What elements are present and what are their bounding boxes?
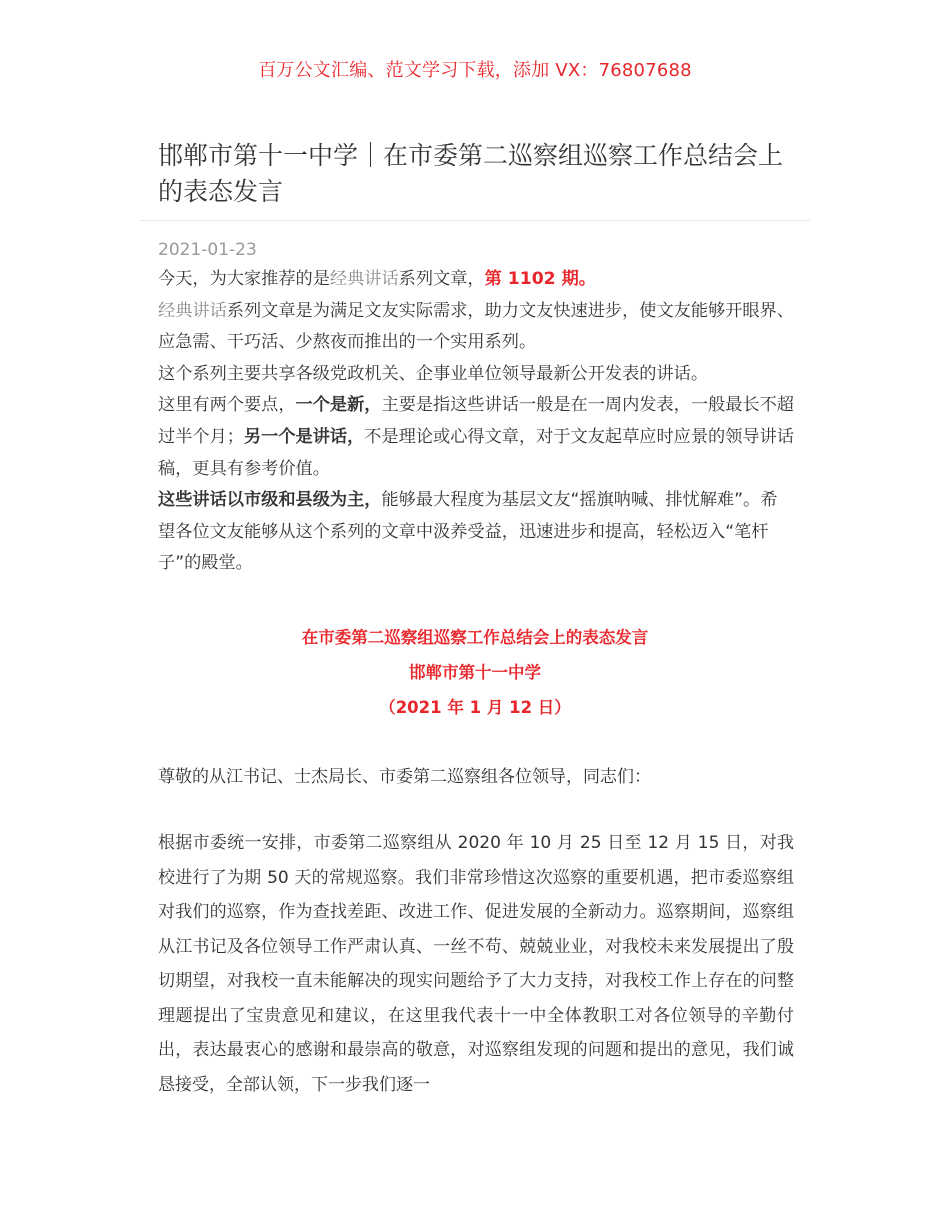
series-name: 经典讲话 xyxy=(329,269,399,289)
intro-section xyxy=(158,264,794,580)
intro-paragraph xyxy=(158,485,794,580)
series-name: 经典讲话 xyxy=(158,300,227,321)
speech-organization: 邯郸市第十一中学 xyxy=(409,663,541,682)
intro-text: 系列文章是为满足文友实际需求，助力文友快速进步，使文友能够开眼界、应急需、干巧活、少熬夜而推出的一个实用系列。 xyxy=(158,300,794,353)
intro-paragraph xyxy=(158,264,794,296)
speech-title: 在市委第二巡察组巡察工作总结会上的表态发言 xyxy=(301,628,649,647)
promo-banner: 百万公文汇编、范文学习下载，添加 VX：76807688 xyxy=(258,60,692,81)
salutation: 尊敬的从江书记、士杰局长、市委第二巡察组各位领导，同志们： xyxy=(158,767,651,787)
article-title: 邯郸市第十一中学｜在市委第二巡察组巡察工作总结会上的表态发言 xyxy=(158,141,784,206)
intro-text: 这里有两个要点， xyxy=(158,395,296,416)
intro-text: 系列文章， xyxy=(398,269,485,289)
speech-date: （2021 年 1 月 12 日） xyxy=(379,698,571,717)
key-point: 这些讲话以市级和县级为主， xyxy=(158,490,382,511)
intro-text: 主要是指这些讲话一般是在一周内发表，一般最长不超过半个月； xyxy=(158,395,794,447)
intro-paragraph: 这个系列主要共享各级党政机关、企事业单位领导最新公开发表的讲话。 xyxy=(158,363,709,384)
key-point: 一个是新， xyxy=(295,395,382,416)
title-divider xyxy=(140,220,810,221)
publish-date: 2021-01-23 xyxy=(158,240,257,260)
key-point: 另一个是讲话， xyxy=(243,426,365,447)
intro-paragraph xyxy=(158,296,794,359)
issue-number: 第 1102 期。 xyxy=(484,269,596,289)
intro-text: 今天，为大家推荐的是 xyxy=(158,269,330,289)
intro-text: 不是理论或心得文章，对于文友起草应时应景的领导讲话稿，更具有参考价值。 xyxy=(158,426,794,479)
intro-text: 能够最大程度为基层文友“摇旗呐喊、排忧解难”。希望各位文友能够从这个系列的文章中汲养受益，迅速进步和提高，轻松迈入“笔杆子”的殿堂。 xyxy=(158,490,778,574)
intro-paragraph xyxy=(158,390,794,485)
speech-body: 根据市委统一安排，市委第二巡察组从 2020 年 10 月 25 日至 12 月 15 日，对我校进行了为期 50 天的常规巡察。我们非常珍惜这次巡察的重要机遇，把市委巡察组对我们的巡察，作为查找差距、改进工作、促进发展的全新动力。巡察期间，巡察组从江书记及各位领导工作严肃认真、一丝不苟、兢兢业业，对我校未来发展提出了殷切期望，对我校一直未能解决的现实问题给予了大力支持，对我校工作上存在的问整理题提出了宝贵意见和建议，在这里我代表十一中全体教职工对各位领导的辛勤付出，表达最衷心的感谢和最崇高的敬意，对巡察组发现的问题和提出的意见，我们诚恳接受，全部认领，下一步我们逐一 xyxy=(158,833,794,1095)
